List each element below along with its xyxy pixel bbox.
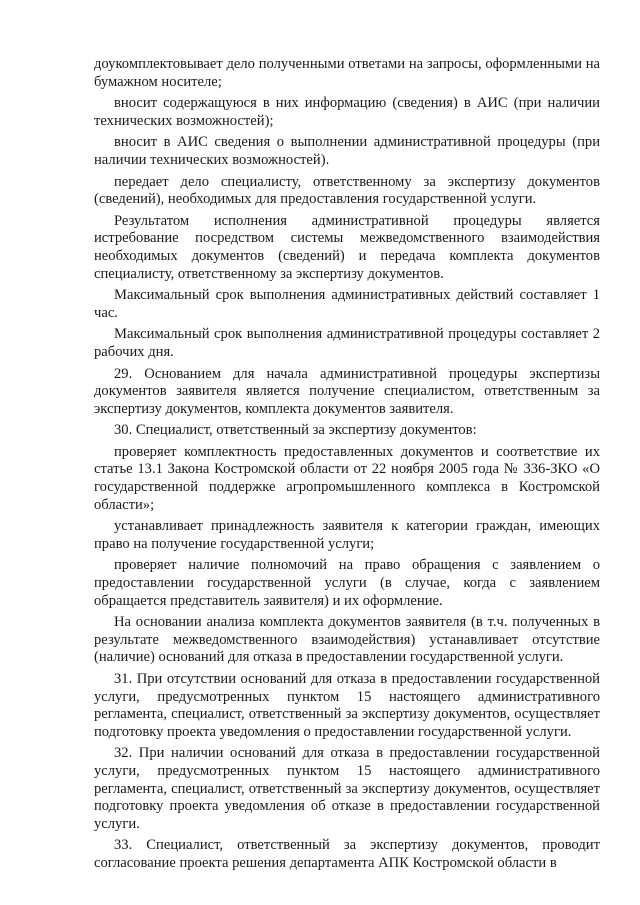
paragraph-13: На основании анализа комплекта документов заявителя (в т.ч. полученных в результате межведомственного взаимодействия) устанавливает отсутствие (наличие) оснований для отказа в предоставлении государственной услуги. [94,614,600,666]
paragraph-15: 32. При наличии оснований для отказа в предоставлении государственной услуги, предусмотренных пунктом 15 настоящего административного регламента, специалист, ответственный за экспертизу документов, осуществляет подготовку проекта уведомления об отказе в предоставлении государственной услуги. [94,745,600,832]
paragraph-7: Максимальный срок выполнения административной процедуры составляет 2 рабочих дня. [94,326,600,360]
paragraph-6: Максимальный срок выполнения административных действий составляет 1 час. [94,287,600,321]
paragraph-9: 30. Специалист, ответственный за экспертизу документов: [114,422,477,439]
paragraph-2: вносит содержащуюся в них информацию (сведения) в АИС (при наличии технических возможностей); [94,95,600,129]
paragraph-8: 29. Основанием для начала административной процедуры экспертизы документов заявителя является получение специалистом, ответственным за экспертизу документов, комплекта документов заявителя. [94,365,600,417]
paragraph-5: Результатом исполнения административной процедуры является истребование посредством системы межведомственного взаимодействия необходимых документов (сведений) и передача комплекта документов специалисту, ответственному за экспертизу документов. [94,212,600,282]
paragraph-12: проверяет наличие полномочий на право обращения с заявлением о предоставлении государственной услуги (в случае, когда с заявлением обращается представитель заявителя) и их оформление. [94,557,600,609]
paragraph-10: проверяет комплектность предоставленных документов и соответствие их статье 13.1 Закона Костромской области от 22 ноября 2005 года № 336-ЗКО «О государственной поддержке агропромышленного комплекса в Костромской области»; [94,443,600,513]
paragraph-14: 31. При отсутствии оснований для отказа в предоставлении государственной услуги, предусмотренных пунктом 15 настоящего административного регламента, специалист, ответственный за экспертизу документов, осуществляет подготовку проекта уведомления о предоставлении государственной услуги. [94,671,600,740]
paragraph-11: устанавливает принадлежность заявителя к категории граждан, имеющих право на получение государственной услуги; [94,518,600,552]
paragraph-1: доукомплектовывает дело полученными ответами на запросы, оформленными на бумажном носителе; [94,56,600,90]
paragraph-16: 33. Специалист, ответственный за экспертизу документов, проводит согласование проекта решения департамента АПК Костромской области в [94,837,600,871]
paragraph-3: вносит в АИС сведения о выполнении административной процедуры (при наличии технических возможностей). [94,134,600,168]
paragraph-4: передает дело специалисту, ответственному за экспертизу документов (сведений), необходимых для предоставления государственной услуги. [94,173,600,208]
